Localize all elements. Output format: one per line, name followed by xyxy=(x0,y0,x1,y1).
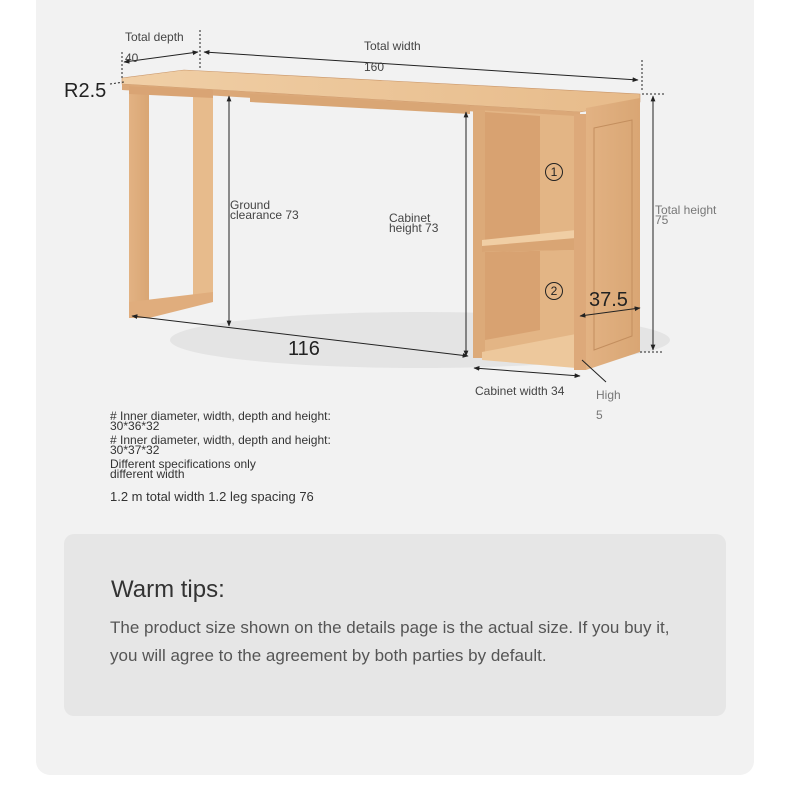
high-label: High xyxy=(596,388,621,402)
total-height-label: Total height xyxy=(655,203,717,217)
cabinet-width-label: Cabinet width 34 xyxy=(475,384,565,398)
total-width-value: 160 xyxy=(364,60,385,74)
warm-tips-title: Warm tips: xyxy=(111,576,225,603)
note-1a: # Inner diameter, width, depth and height: xyxy=(110,409,331,423)
total-height-value: 75 xyxy=(655,213,669,227)
note-3a: Different specifications only xyxy=(110,457,256,471)
warm-tips-body: The product size shown on the details page is the actual size. If you buy it, you will agree to the agreement by both parties by default. xyxy=(110,618,670,665)
ground-clearance-line1: Ground xyxy=(230,198,271,212)
cabinet-width-dim xyxy=(474,368,580,376)
note-2a: # Inner diameter, width, depth and height: xyxy=(110,433,331,447)
shelf-marker-1: 1 xyxy=(545,163,563,181)
left-leg-back xyxy=(193,90,213,302)
note-4: 1.2 m total width 1.2 leg spacing 76 xyxy=(110,489,314,504)
ground-clearance-line2: clearance 73 xyxy=(230,208,299,222)
warm-tips-box xyxy=(64,534,726,716)
left-leg-front xyxy=(129,86,149,318)
total-width-label: Total width xyxy=(364,39,421,53)
total-depth-value: 40 xyxy=(125,51,139,65)
cabinet-front-post xyxy=(574,114,586,370)
total-depth-label: Total depth xyxy=(125,30,184,44)
shelf-marker-2: 2 xyxy=(545,282,563,300)
radius-label: R2.5 xyxy=(64,80,107,102)
cabinet-inner-left xyxy=(485,112,540,340)
cabinet-left-panel xyxy=(473,110,485,358)
note-1b: 30*36*32 xyxy=(110,419,160,433)
cabinet-height-line2: height 73 xyxy=(389,221,439,235)
note-3b: different width xyxy=(110,467,185,481)
high-value: 5 xyxy=(596,408,603,422)
leg-spacing-label: 116 xyxy=(288,338,320,360)
cabinet-height-line1: Cabinet xyxy=(389,211,431,225)
cabinet-depth-label: 37.5 xyxy=(589,289,628,311)
spec-notes xyxy=(110,411,331,504)
note-2b: 30*37*32 xyxy=(110,443,160,457)
